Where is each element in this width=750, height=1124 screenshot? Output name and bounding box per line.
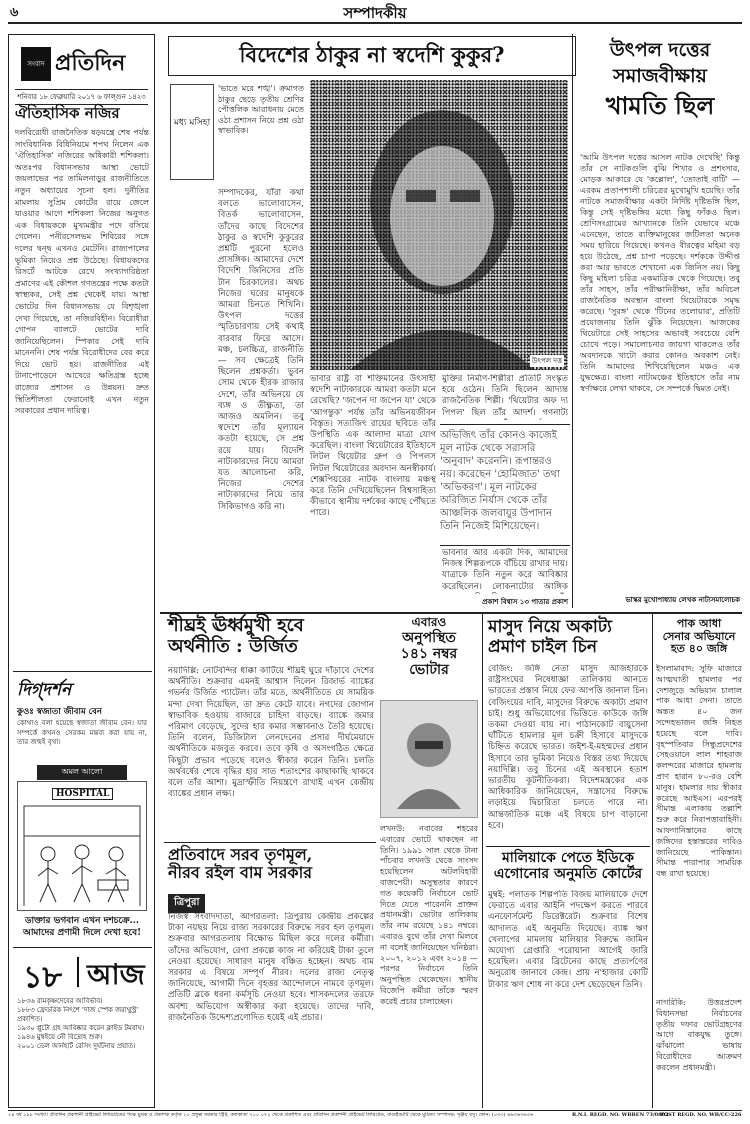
lead-col3: ভাবার রাষ্ট্র বা শক্তিমানের উৎসাহী স্বদেশি নাট্যকারকে আমরা কতটা মনে রেখেছি? 'জপেন দা জপেন যা' থেকে 'আগন্তুক' পর্যন্ত তাঁর অভিনয়জীবন বিস্তৃত। সত্যজিৎ রায়ের ছবিতে তাঁর উপস্থিতি এক আলাদা মাত্রা যোগ করেছিল। বাংলা থিয়েটারের ইতিহাসে লিটল থিয়েটার গ্রুপ ও পিপলস লিটল থিয়েটারের অবদান অনস্বীকার্য। শেক্সপিয়রের নাটক বাংলায় মঞ্চস্থ করে তিনি দেখিয়েছিলেন বিশ্বসাহিত্য কীভাবে স্থানীয় দর্শকের কাছে পৌঁছতে পারে।: [310, 374, 436, 519]
footer-reg-rni: R.N.I. REGD. NO. WBBEN 73/0802: [572, 1112, 669, 1118]
onthisday-number: ১৮: [23, 960, 62, 995]
masood-headline-line2: প্রমাণ চাইল চিন: [488, 636, 597, 657]
lead-byline: প্রকাশ বিশ্বাস ১৩ পাতার প্রকাশ: [482, 597, 568, 606]
voter-headline-line3: ১৪১ নম্বর: [400, 645, 458, 662]
lead-col1: সম্পাদকের, যাঁরা কথা বলতে ভালোবাসেন, বিতর্ক ভালোবাসেন, তাঁদের কাছে বিদেশের ঠাকুর ও স্বদেশি কুকুরের প্রশ্নটি পুরনো হলেও প্রাসঙ্গিক। আমাদের দেশে বিদেশি জিনিসের প্রতি টান চিরকালের। অথচ নিজের ঘরের মানুষকে আমরা চিনতে শিখিনি। উৎপল দত্তের স্মৃতিচারণায় সেই কথাই বারবার ফিরে আসে। মঞ্চ, চলচ্চিত্র, রাজনীতি — সব ক্ষেত্রেই তিনি ছিলেন প্রশ্নকর্তা। ভুবন সোম থেকে হীরক রাজার দেশে, তাঁর অভিনয়ে যে ব্যঙ্গ ও তীক্ষ্ণতা, তা আজও অমলিন। তবু স্বদেশে তাঁর মূল্যায়ন কতটা হয়েছে, সে প্রশ্ন রয়ে যায়। বিদেশি নাট্যকারদের নিয়ে আমরা যত আলোচনা করি, নিজের দেশের নাট্যকারদের নিয়ে তার সিকিভাগও করি না।: [218, 188, 304, 512]
voter-body: লখনউ: নবাবের শহরের এবারের ভোটে থাকছেন না তিনি। ১৯৯১ সাল থেকে টানা পাঁচবার লখনউ থেকে সাংসদ হয়েছিলেন অটলবিহারী বাজপেয়ী। অসুস্থতার কারণে গত কয়েকটি নির্বাচনে ভোট দিতে যেতে পারেননি প্রাক্তন প্রধানমন্ত্রী। ভোটার তালিকায় তাঁর নাম রয়েছে ১৪১ নম্বরে। এবারও বুথে তাঁর দেখা মিলবে না বলেই জানিয়েছেন ঘনিষ্ঠরা। ২০০৭, ২০১২ এবং ২০১৪ — পরপর নির্বাচনে তিনি অনুপস্থিত থেকেছেন। স্থানীয় বিজেপি কর্মীরা তাঁকে স্মরণ করেই প্রচার চালাচ্ছেন।: [380, 824, 478, 1006]
onthisday-list: [17, 997, 149, 1051]
portrait-caption: উৎপল দত্ত: [531, 357, 562, 365]
page-number: ৬: [10, 5, 19, 20]
onthisday-label: আজ: [87, 958, 145, 991]
mallya-body: মুম্বই: পলাতক শিল্পপতি বিজয় মালিয়াকে দেশে ফেরাতে এবার আইনি পদক্ষেপ করতে পারবে এনফোর্সমেন্ট ডিরেক্টরেট। শুক্রবার বিশেষ আদালত এই অনুমতি দিয়েছে। ব্যাঙ্ক ঋণ খেলাপের মামলায় মালিয়ার বিরুদ্ধে জামিন অযোগ্য গ্রেপ্তারি পরোয়ানা আগেই জারি হয়েছিল। এবার ব্রিটেনের কাছে প্রত্যর্পণের অনুরোধ জানাবে কেন্দ্র। প্রায় ন'হাজার কোটি টাকার ঋণ শোধ না করে দেশ ছেড়েছেন তিনি।: [488, 890, 648, 990]
mid-rule: [160, 612, 742, 614]
growth-bottom-rule: [164, 842, 376, 843]
lead-headline: বিদেশের ঠাকুর না স্বদেশি কুকুর?: [239, 42, 505, 67]
protest-state-tag: ত্রিপুরা: [168, 894, 205, 913]
growth-headline-line2: অর্থনীতি : উর্জিত: [168, 635, 298, 657]
cartoon-drawing: [18, 802, 146, 910]
growth-headline-line1: শীঘ্রই ঊর্ধ্বমুখী হবে: [168, 615, 304, 636]
voter-headline-line4: ভোটার: [409, 661, 449, 678]
pull-quote: [440, 424, 570, 546]
right-body: 'আমি উৎপল দত্তের আসল নাটক দেখেছি' কিন্তু তাঁর সে নাটকগুলি বুঝি শিখার ও প্রশংসার, মোড়ক আকারে যে 'কল্লোল', 'তোতাই বাটি' — এরকম প্রতাপশালী চরিত্রের মুখোমুখি হয়েছি। তাঁর নাটকে সমাজবীক্ষার একটা নির্দিষ্ট দৃষ্টিভঙ্গি ছিল, কিন্তু সেই দৃষ্টিভঙ্গির মধ্যে কিছু ফাঁকও ছিল। শ্রেণিসংগ্রামের আখ্যানকে তিনি যেভাবে মঞ্চে এনেছেন, তাতে ব্যক্তিমানুষের জটিলতা অনেক সময় হারিয়ে গিয়েছে। কখনও বীরত্বের মহিমা বড় হয়ে উঠেছে, প্রশ্ন চাপা পড়েছে। দর্শককে উদ্দীপ্ত করা আর ভাবতে শেখানো এক জিনিস নয়। কিছু কিছু মহিলা চরিত্র একমাত্রিক থেকে গিয়েছে। তবু তাঁর সাহস, তাঁর পরীক্ষানিরীক্ষা, তাঁর অবিচল রাজনৈতিক অবস্থান বাংলা থিয়েটারকে সমৃদ্ধ করেছে। 'সুরঙ্গ' থেকে 'টিনের তলোয়ার', প্রতিটি প্রযোজনায় তিনি ঝুঁকি নিয়েছেন। আজকের থিয়েটারে সেই সাহসের অভাবই সবচেয়ে বেশি চোখে পড়ে। সমালোচনার জায়গা থাকলেও তাঁর অবদানকে খাটো করার কোনও অবকাশ নেই। তিনি আমাদের শিখিয়েছিলেন মঞ্চও এক যুদ্ধক্ষেত্র। বাংলা নাট্যমঞ্চের ইতিহাসে তাঁর নাম স্বর্ণাক্ষরে লেখা থাকবে, সে সম্পর্কে দ্বিমত নেই।: [580, 152, 740, 393]
voter-right-rule: [482, 614, 483, 1108]
masood-bottom-rule: [486, 846, 650, 847]
digdarshan-body: কোথাও বলা হয়েছে স্বজাতা জীবাম বেন। যার সম্পর্কে কখনও সেরকম মন্তব্য করা যায় না, তার জন্মই বৃথা।: [17, 719, 147, 746]
section-title: সম্পাদকীয়: [343, 4, 407, 22]
footer-reg-post: POST REGD. NO. WB/CC-226: [660, 1112, 742, 1118]
masood-body: বেজিং: জঙ্গি নেতা মাসুদ আজহারকে রাষ্ট্রসংঘের নিষেধাজ্ঞা তালিকায় আনতে ভারতের প্রস্তাব নিয়ে ফের আপত্তি জানাল চিন। বেজিংয়ের দাবি, মাসুদের বিরুদ্ধে অকাট্য প্রমাণ চাই। শুধু অভিযোগের ভিত্তিতে কাউকে জঙ্গি তকমা দেওয়া যায় না। পাঠানকোট বায়ুসেনা ঘাঁটিতে হামলার মূল চক্রী হিসাবে মাসুদকে চিহ্নিত করেছে ভারত। জইশ-ই-মহম্মদের প্রধান হিসাবে তার ভূমিকা নিয়েও বিস্তর তথ্য দিয়েছে নয়াদিল্লি। তবু চিনের এই অবস্থানে হতাশ ভারতীয় কূটনীতিকরা। বিদেশমন্ত্রকের এক আধিকারিক জানিয়েছেন, সন্ত্রাসের বিরুদ্ধে লড়াইয়ে দ্বিচারিতা চলতে পারে না। আন্তর্জাতিক মঞ্চে এই বিষয়ে চাপ বাড়ানো হবে।: [488, 664, 648, 831]
right-headline: [578, 34, 742, 150]
right-headline-line1: উৎপল দত্তের: [609, 39, 711, 61]
cartoon-panel: [17, 781, 147, 911]
lead-headline-box: [168, 36, 576, 76]
pak-headline-line3: হত ৪০ জঙ্গি: [670, 642, 728, 656]
mallya-headline: [488, 850, 648, 882]
vajpayee-photo: [380, 700, 478, 818]
onthisday-divider: [77, 957, 79, 987]
portrait-placeholder-icon: [389, 709, 469, 809]
logo-name: প্রতিদিন: [55, 50, 126, 76]
pak-headline: [656, 618, 742, 656]
lead-side-note: 'ভাতে মরে শঙ্খ'। ক্রমাগত ঠাকুর ছেড়ে তৃতীয় শ্রেণির পৌত্তলিক আরাধনায় মেতে ওঠা প্রশাসন নিয়ে প্রশ্ন ওঠা স্বাভাবিক।: [218, 84, 304, 135]
digdarshan-rule: [13, 671, 152, 672]
lead-vertical-rule: [572, 34, 573, 608]
digdarshan-title: দিগ্‌দর্শন: [17, 680, 72, 700]
right-byline: ভাস্কর মুখোপাধ্যায় লেখক নাট্যসমালোচক: [625, 595, 740, 604]
onthisday-item: ১৯৪৬ মুম্বইয়ে নৌ বিদ্রোহ শুরু।: [17, 1033, 103, 1041]
onthisday-item: ১৮৮৩ ফ্রেডরিক নিৎশে 'দাজ স্পেক জরাথুস্ট্র' প্রকাশিত।: [17, 1006, 139, 1023]
onthisday-rule: [13, 947, 152, 948]
column-logo: [170, 84, 214, 180]
protest-headline-line1: প্রতিবাদে সরব তৃণমূল,: [168, 845, 313, 864]
protest-headline-line2: নীরব রইল বাম সরকার: [168, 863, 313, 883]
logo-top-text: সংবাদ: [27, 60, 45, 68]
column-logo-text: মধ্য মসিহা: [173, 118, 211, 128]
editorial-body: দলবিরোধী রাজনৈতিক ষড়যন্ত্রে শেষ পর্যন্ত সাংবিধানিক বিধিনিয়মে শপথ নিলেন এক 'ঐতিহাসিক' নজিরের অধিকারী শশিকলা। অতঃপর বিধানসভার আস্থা ভোটে জয়লাভের পর তামিলনাড়ুর রাজনীতিতে নতুন অধ্যায়ের সূচনা হল। দুর্নীতির মামলায় সুপ্রিম কোর্টের রায়ে জেলে যাওয়ার আগে শশিকলা নিজের অনুগত এক বিধায়ককে মুখ্যমন্ত্রীর পদে বসিয়ে গেলেন। পনীরসেলভম শিবিরের সঙ্গে দলের দ্বন্দ্ব এখনও মেটেনি। রাজ্যপালের ভূমিকা নিয়েও প্রশ্ন উঠেছে। বিধায়কদের রিসর্টে আটকে রেখে সংখ্যাগরিষ্ঠতা প্রমাণের এই কৌশল গণতন্ত্রের পক্ষে কতটা স্বাস্থ্যকর, সেই প্রশ্ন থেকেই যায়। আস্থা ভোটের দিন বিধানসভায় যে বিশৃঙ্খলা দেখা গিয়েছে, তা নজিরবিহীন। বিরোধীরা গোপন ব্যালটে ভোটের দাবি জানিয়েছিলেন। স্পিকার সেই দাবি মানেননি। শেষ পর্যন্ত বিরোধীদের বের করে দিয়ে ভোট হয়। রাজনীতির এই টানাপোড়েনে আখেরে ক্ষতিগ্রস্ত হচ্ছে রাজ্যের প্রশাসন ও উন্নয়ন। দ্রুত স্থিতিশীলতা ফেরানোই এখন নতুন সরকারের প্রধান দায়িত্ব।: [15, 128, 149, 416]
digdarshan-quote-author: কুওঃ স্বজাতা জীবাম বেন: [17, 707, 102, 717]
right-headline-line2: সমাজবীক্ষায়: [613, 64, 707, 87]
voter-headline-line2: অনুপস্থিত: [402, 629, 456, 646]
masthead-date: শনিবার ১৮ ফেব্রুয়ারি ২০১৭ ৬ ফাল্গুন ১৪২৩: [15, 89, 148, 105]
pak-tail: নাগরিকি: উত্তরপ্রদেশ বিধানসভা নির্বাচনের তৃতীয় দফার ভোটগ্রহণের আগে বাকযুদ্ধ তুঙ্গে। ঝাঁঝালো ভাষায় বিরোধীদের আক্রমণ করলেন প্রধানমন্ত্রী।: [656, 998, 742, 1072]
onthisday-header: [17, 953, 147, 995]
cartoon-caption: ডাক্তার ভগবান এখন দশচক্রে... আমাদের প্রণামী দিলে দেখা হবে!: [22, 916, 142, 938]
footer-imprint: ২৪ বর্ষ ১৮৮ সংখ্যা। প্রতিদিন প্রকাশনী প্রাইভেট লিমিটেডের পক্ষে মুদ্রক ও প্রকাশক কর্তৃক ২০ প্রফুল্ল সরকার স্ট্রিট, কলকাতা ৭০০ ০৭২ থেকে প্রকাশিত এবং প্রতিদিন প্রকাশনী প্রাইভেট লিমিটেড, বাগুইআটি থেকে মুদ্রিত। সম্পাদক: সৃঞ্জয় বসু। ফোন: (০৩৩) ৬৬৩৬৩৬৩৬: [8, 1112, 534, 1118]
mallya-right-rule: [652, 614, 653, 1108]
masthead-logo: [21, 45, 143, 81]
masood-headline: [488, 618, 648, 657]
footer-rule: [8, 1110, 742, 1111]
onthisday-item: ১৯৩০ প্লুটো গ্রহ আবিষ্কার করেন ক্লাইড টমবাঘ।: [17, 1024, 145, 1032]
pak-headline-line2: সেনার অভিযানে: [662, 629, 736, 643]
onthisday-item: ২০০১ ডেল আর্নহার্ট রেসিং দুর্ঘটনায় প্রয়াত।: [17, 1042, 136, 1050]
page-header: [0, 0, 750, 22]
cartoon-label: অমল আলো: [37, 765, 127, 780]
lead-col5: ভাবনার আর একটা দিক, আমাদের নিজস্ব শিল্পরূপকে বাঁচিয়ে রাখার দায়। যাত্রাকে তিনি নতুন করে আবিষ্কার করেছিলেন। লোকনাট্যের আঙ্গিক: [442, 548, 568, 592]
voter-headline: [380, 616, 478, 678]
left-column: [8, 34, 155, 1108]
pak-body: ইসলামাবাদ: সুফি মাজারে আত্মঘাতী হামলার পর দেশজুড়ে অভিযান চালাল পাক আধা সেনা। তাতে অন্তত ৪০ জন সন্দেহভাজন জঙ্গি নিহত হয়েছে বলে দাবি। বৃহস্পতিবার সিন্ধুপ্রদেশের সেহওয়ানে লাল শাহবাজ কলন্দরের মাজারে হামলায় প্রাণ হারান ৮০-রও বেশি মানুষ। হামলার দায় স্বীকার করেছে আইএস। এরপরই সীমান্ত এলাকায় তল্লাশি শুরু করে নিরাপত্তাবাহিনী। আফগানিস্তানের কাছে জঙ্গিদের হস্তান্তরের দাবিও জানিয়েছে পাকিস্তান। সীমান্ত পারাপার সাময়িক বন্ধ রাখা হয়েছে।: [656, 664, 742, 879]
protest-headline: [168, 846, 374, 883]
logo-mark: [21, 47, 51, 81]
voter-headline-line1: এবারও: [411, 615, 447, 629]
growth-headline: [168, 616, 374, 657]
portrait-photo: [310, 80, 568, 370]
protest-body: নিজস্ব সংবাদদাতা, আগরতলা: ত্রিপুরায় কেন্দ্রীয় প্রকল্পের টাকা নয়ছয় নিয়ে রাজ্য সরকারের বিরুদ্ধে সরব হল তৃণমূল। শুক্রবার আগরতলায় বিক্ষোভ মিছিল করে দলের কর্মীরা। তাঁদের অভিযোগ, রেগা প্রকল্পে কাজ না করিয়েই টাকা তুলে নেওয়া হয়েছে। সাধারণ মানুষ বঞ্চিত হচ্ছেন। অথচ বাম সরকার এ বিষয়ে সম্পূর্ণ নীরব। দলের রাজ্য নেতৃত্ব জানিয়েছে, আগামী দিনে বৃহত্তর আন্দোলনে নামবে তৃণমূল। প্রতিটি ব্লকে ধরনা কর্মসূচি নেওয়া হবে। শাসকদলের তরফে অবশ্য অভিযোগ অস্বীকার করা হয়েছে। তাদের দাবি, রাজনৈতিক উদ্দেশ্যপ্রণোদিত হয়েই এই প্রচার।: [168, 912, 374, 1023]
editorial-title: ঐতিহাসিক নজির: [15, 104, 120, 122]
portrait-silhouette: [310, 80, 568, 370]
mallya-headline-line2: এগোনোর অনুমতি কোর্টের: [493, 866, 643, 883]
masood-headline-line1: মাসুদ নিয়ে অকাট্য: [488, 617, 612, 637]
pull-quote-text: অভিজিৎ তাঁর কোনও কাজেই মূল নাটক থেকে সরাসরি 'অনুবাদ' করেননি। রূপান্তরও নয়। করেছেন 'হোমিজাত' তথা 'অভিকরণ'। মূল নাটকের অরিজিত নির্যাস থেকে তাঁর আঞ্চলিক জলবায়ুর উপাদান তিনি নিজেই মিশিয়েছেন।: [440, 430, 560, 532]
onthisday-item: ১৮৩৬ রামকৃষ্ণদেবের আবির্ভাব।: [17, 997, 103, 1005]
pak-headline-line1: পাক আধা: [676, 617, 722, 630]
lead-col4: মুক্তির নির্মাণ-শিল্পীরা প্রতিটি সংস্কৃত হয়ে ওঠেন। তিনি ছিলেন আদ্যন্ত রাজনৈতিক শিল্পী। 'থিয়েটার অফ দ্য পিপল' ছিল তাঁর আদর্শ। গণনাট্য: [442, 374, 568, 418]
header-rule: [8, 22, 742, 24]
growth-body: নয়াদিল্লি: নোটবন্দির ধাক্কা কাটিয়ে শীঘ্রই ঘুরে দাঁড়াবে দেশের অর্থনীতি। শুক্রবার এমনই আশ্বাস দিলেন রিজার্ভ ব্যাঙ্কের গভর্নর উর্জিত প্যাটেল। তাঁর মতে, অর্থনীতিতে যে সাময়িক মন্দা দেখা দিয়েছিল, তা দ্রুত কেটে যাবে। নগদের জোগান স্বাভাবিক হওয়ায় বাজারে চাহিদা বাড়ছে। ব্যাঙ্কে জমার পরিমাণ বেড়েছে, সুদের হার কমার সম্ভাবনাও তৈরি হয়েছে। তিনি বলেন, ডিজিটাল লেনদেনের প্রসার দীর্ঘমেয়াদে অর্থনীতিকে মজবুত করবে। তবে কৃষি ও অসংগঠিত ক্ষেত্রে কিছুটা প্রভাব পড়েছে বলেও স্বীকার করেন তিনি। চলতি অর্থবর্ষের শেষে বৃদ্ধির হার সাত শতাংশের কাছাকাছি থাকবে বলে তাঁর আশা। মুদ্রাস্ফীতি নিয়ন্ত্রণে রাখাই এখন কেন্দ্রীয় ব্যাঙ্কের প্রধান লক্ষ্য।: [168, 666, 374, 800]
cartoon-hospital-sign: HOSPITAL: [52, 788, 113, 800]
mallya-headline-line1: মালিয়াকে পেতে ইডিকে: [501, 850, 635, 866]
right-headline-line3: খামতি ছিল: [605, 90, 715, 120]
